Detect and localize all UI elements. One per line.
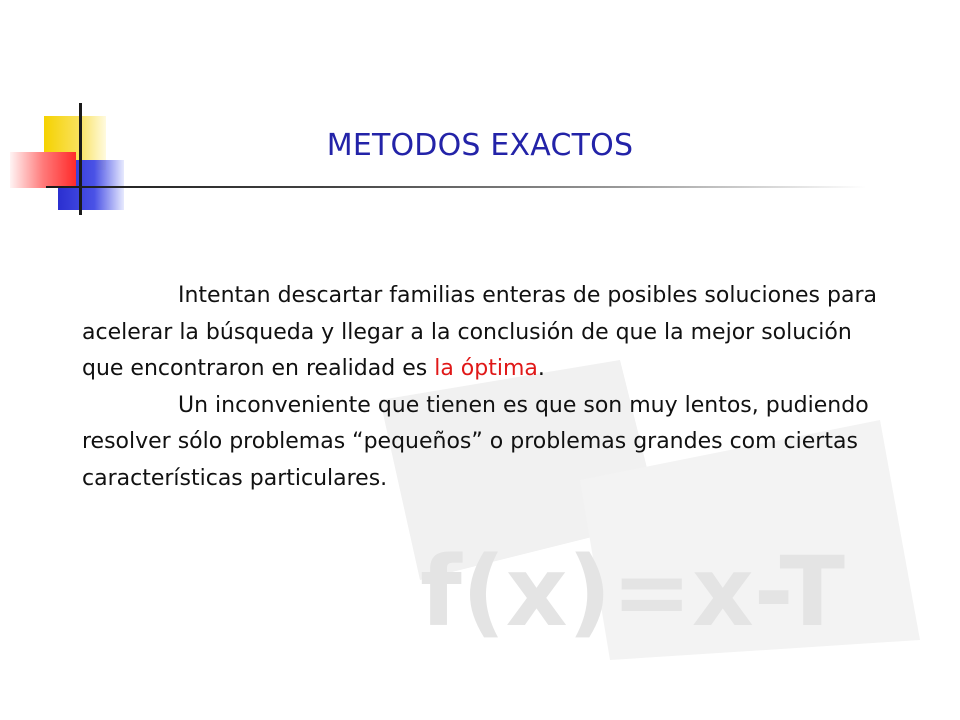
paragraph-1-text: Intentan descartar familias enteras de posibles soluciones para acelerar la búsqueda y llegar a la conclusión de que la mejor solución que encontraron en realidad es (82, 283, 877, 381)
paragraph-2: Un inconveniente que tienen es que son muy lentos, pudiendo resolver sólo problemas “pequeños” o problemas grandes com ciertas características particulares. (82, 392, 869, 491)
title-underline (46, 186, 866, 188)
paragraph-1-end: . (537, 356, 545, 381)
formula-watermark-text: f(x)=x-T (420, 536, 846, 648)
highlight-la-optima: la óptima (434, 356, 538, 381)
slide-body (82, 278, 882, 497)
paragraph-1 (82, 278, 882, 388)
deco-vertical-line (79, 103, 82, 215)
slide-title: METODOS EXACTOS (326, 128, 634, 163)
deco-red-square (10, 152, 76, 188)
